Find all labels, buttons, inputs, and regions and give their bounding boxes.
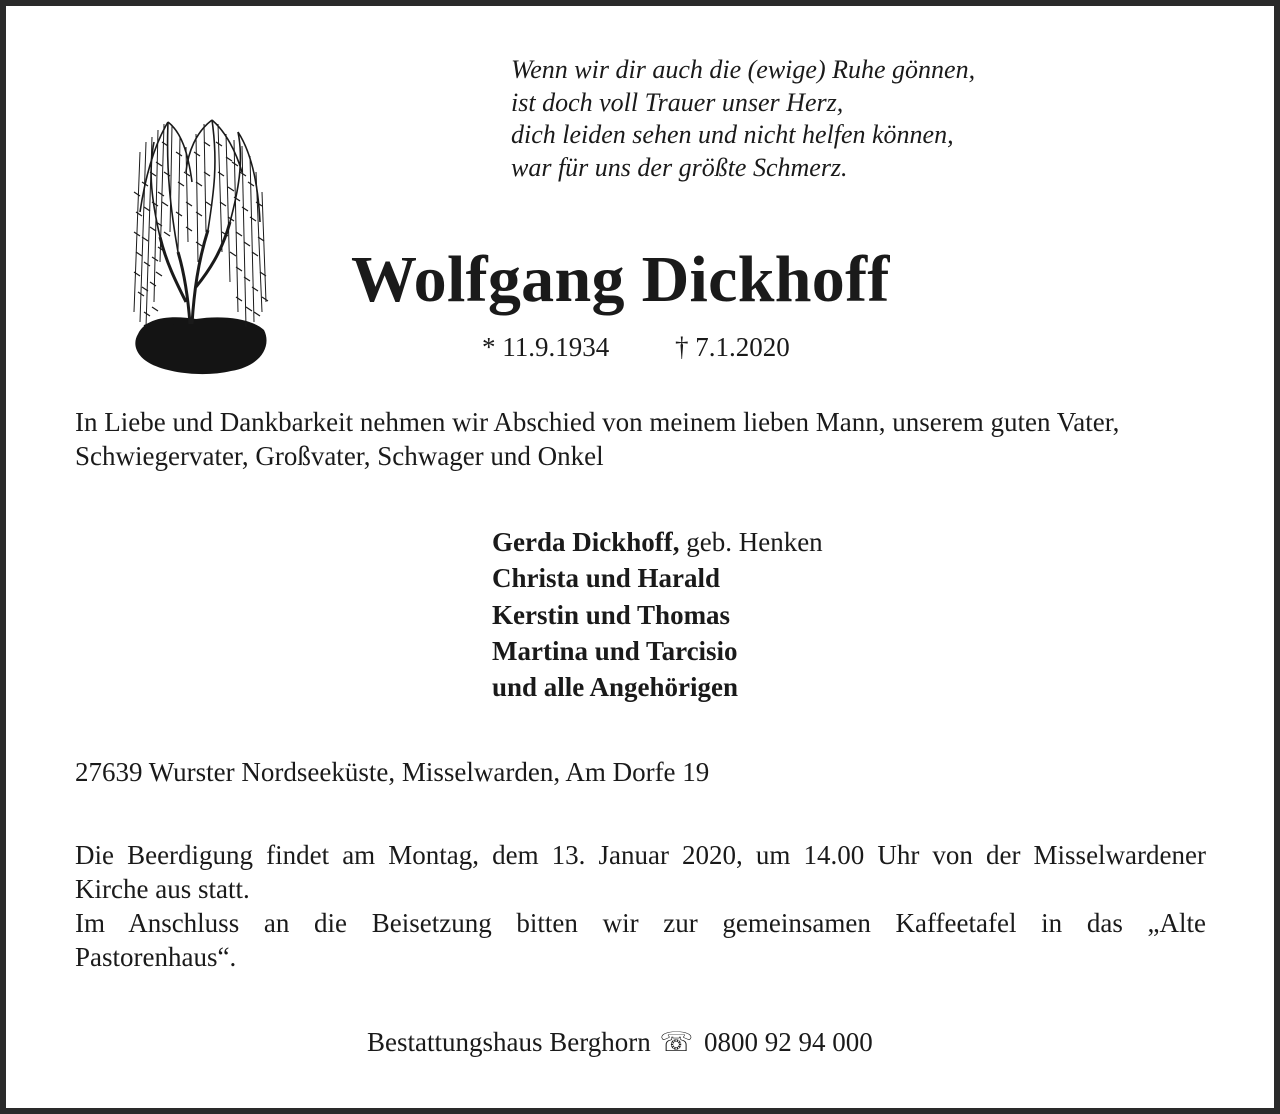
undertaker-name: Bestattungshaus Berghorn: [367, 1027, 651, 1057]
maiden-name: geb. Henken: [679, 527, 823, 557]
mourner-address: 27639 Wurster Nordseeküste, Misselwarden, Am Dorfe 19: [75, 757, 710, 787]
funeral-notice: [75, 838, 1206, 974]
phone-icon: ☏: [659, 1027, 694, 1057]
death-date: † 7.1.2020: [675, 332, 790, 362]
mourner-widow: [492, 524, 823, 560]
mourner-name: und alle Angehörigen: [492, 672, 739, 703]
mourners-list: [492, 524, 823, 705]
mourner-name: Christa und Harald: [492, 563, 721, 594]
undertaker-footer: [367, 1025, 873, 1059]
phone-number: 0800 92 94 000: [704, 1027, 873, 1057]
poem-line: ist doch voll Trauer unser Herz,: [511, 87, 844, 117]
birth-date: * 11.9.1934: [482, 332, 610, 362]
poem: [511, 54, 975, 184]
poem-line: war für uns der größte Schmerz.: [511, 152, 848, 182]
mourner-name: Kerstin und Thomas: [492, 599, 731, 630]
farewell-line: In Liebe und Dankbarkeit nehmen wir Abschied von meinem lieben Mann, unserem guten Vater,: [75, 407, 1120, 437]
funeral-line: Im Anschluss an die Beisetzung bitten wir zur gemeinsamen Kaffeetafel in das „Alte: [75, 908, 1206, 938]
willow-tree-icon: [126, 112, 272, 377]
farewell-text: [75, 405, 1206, 473]
funeral-line: Die Beerdigung findet am Montag, dem 13. Januar 2020, um 14.00 Uhr von der Misselwardener: [75, 840, 1206, 870]
funeral-line: Pastorenhaus“.: [75, 942, 237, 972]
mourner-name: Gerda Dickhoff,: [492, 527, 680, 557]
poem-line: Wenn wir dir auch die (ewige) Ruhe gönnen,: [511, 55, 976, 84]
farewell-line: Schwiegervater, Großvater, Schwager und Onkel: [75, 441, 604, 471]
poem-line: dich leiden sehen und nicht helfen können,: [511, 120, 954, 149]
mourner-name: Martina und Tarcisio: [492, 635, 738, 666]
funeral-line: Kirche aus statt.: [75, 874, 250, 904]
deceased-name: Wolfgang Dickhoff: [351, 243, 890, 316]
